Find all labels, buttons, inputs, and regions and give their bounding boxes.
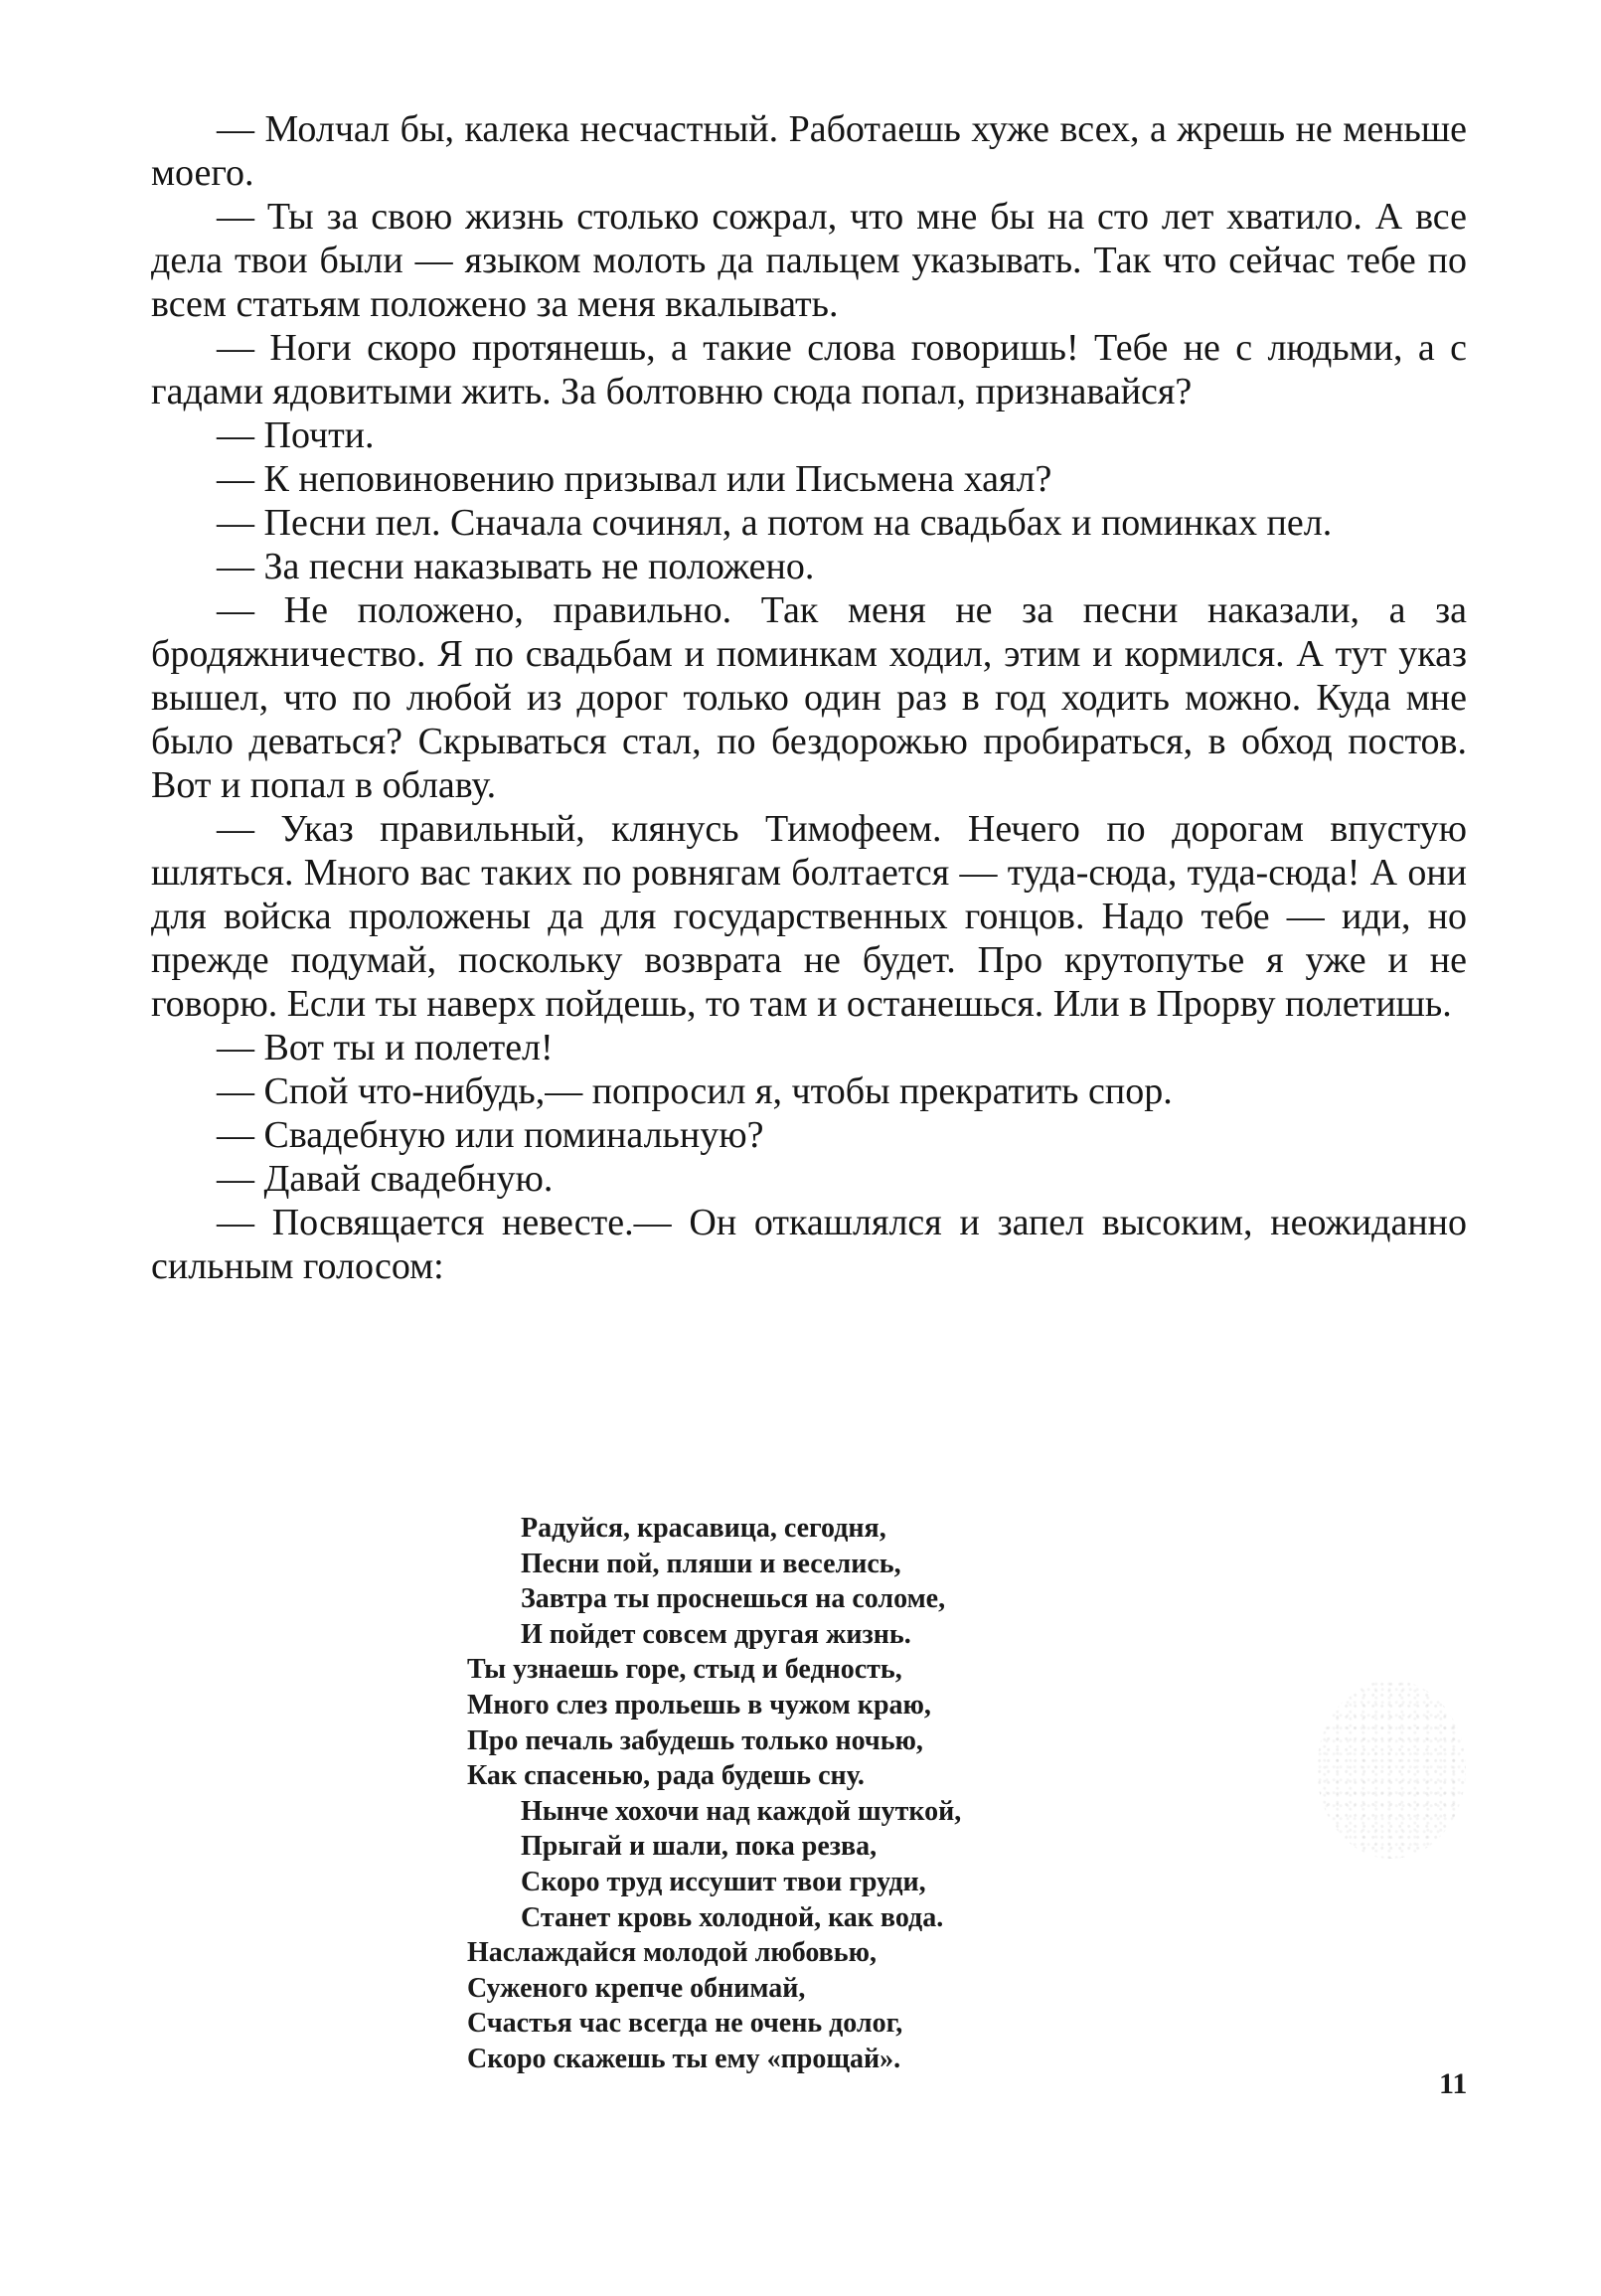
paragraph: — Ноги скоро протянешь, а такие слова говоришь! Тебе не с людьми, а с гадами ядовитыми жить. За болтовню сюда попал, признавайся? xyxy=(151,327,1467,412)
paragraph: — Ты за свою жизнь столько сожрал, что мне бы на сто лет хватило. А все дела твои были — языком молоть да пальцем указывать. Так что сейчас тебе по всем статьям положено за меня вкалывать. xyxy=(151,196,1467,325)
paragraph: — Посвящается невесте.— Он откашлялся и запел высоким, неожиданно сильным голосом: xyxy=(151,1202,1467,1287)
poem-line: Песни пой, пляши и веселись, xyxy=(521,1548,901,1579)
paragraph: — За песни наказывать не положено. xyxy=(217,546,815,587)
poem-stanza-1 xyxy=(467,1511,1163,1652)
poem-line: Нынче хохочи над каждой шуткой, xyxy=(521,1795,962,1827)
poem-line: Ты узнаешь горе, стыд и бедность, xyxy=(467,1654,902,1686)
poem-line: Скоро скажешь ты ему «прощай». xyxy=(467,2043,901,2074)
poem-stanza-2 xyxy=(467,1652,1163,1793)
poem-line: Счастья час всегда не очень долог, xyxy=(467,2008,903,2040)
paragraph: — Свадебную или поминальную? xyxy=(217,1114,764,1156)
paragraph: — Вот ты и полетел! xyxy=(217,1027,554,1068)
poem-line: Прыгай и шали, пока резва, xyxy=(521,1831,878,1863)
poem-line: Наслаждайся молодой любовью, xyxy=(467,1937,877,1969)
poem xyxy=(467,1511,1163,2077)
poem-line: Много слез прольешь в чужом краю, xyxy=(467,1689,931,1721)
paragraph: — Песни пел. Сначала сочинял, а потом на свадьбах и поминках пел. xyxy=(217,502,1333,544)
paragraph: — Молчал бы, калека несчастный. Работаешь хуже всех, а жрешь не меньше моего. xyxy=(151,108,1467,194)
poem-line: Завтра ты проснешься на соломе, xyxy=(521,1583,946,1615)
paragraph: — Спой что-нибудь,— попросил я, чтобы прекратить спор. xyxy=(217,1070,1173,1112)
poem-stanza-4 xyxy=(467,1935,1163,2076)
prose-text xyxy=(151,107,1467,1288)
paragraph: — Почти. xyxy=(217,414,375,456)
poem-line: Радуйся, красавица, сегодня, xyxy=(521,1513,886,1544)
paragraph: — К неповиновению призывал или Письмена хаял? xyxy=(217,458,1052,500)
poem-line: Суженого крепче обнимай, xyxy=(467,1972,806,2004)
scan-speckle xyxy=(1317,1680,1466,1859)
poem-stanza-3 xyxy=(467,1794,1163,1935)
poem-line: Про печаль забудешь только ночью, xyxy=(467,1724,923,1756)
poem-line: И пойдет совсем другая жизнь. xyxy=(521,1618,911,1650)
poem-line: Как спасенью, рада будешь сну. xyxy=(467,1760,865,1792)
poem-line: Станет кровь холодной, как вода. xyxy=(521,1901,944,1933)
paragraph: — Не положено, правильно. Так меня не за песни наказали, а за бродяжничество. Я по свадьбам и поминкам ходил, этим и кормился. А тут указ вышел, что по любой из дорог только один раз в год ходить можно. Куда мне было деваться? Скрываться стал, по бездорожью пробираться, в обход постов. Вот и попал в облаву. xyxy=(151,589,1467,806)
poem-line: Скоро труд иссушит твои груди, xyxy=(521,1866,926,1897)
page-number: 11 xyxy=(1439,2067,1468,2100)
paragraph: — Давай свадебную. xyxy=(217,1158,554,1200)
paragraph: — Указ правильный, клянусь Тимофеем. Нечего по дорогам впустую шляться. Много вас таких по ровнягам болтается — туда-сюда, туда-сюда! А они для войска проложены да для государственных гонцов. Надо тебе — иди, но прежде подумай, поскольку возврата не будет. Про крутопутье я уже и не говорю. Если ты наверх пойдешь, то там и останешься. Или в Прорву полетишь. xyxy=(151,808,1467,1025)
